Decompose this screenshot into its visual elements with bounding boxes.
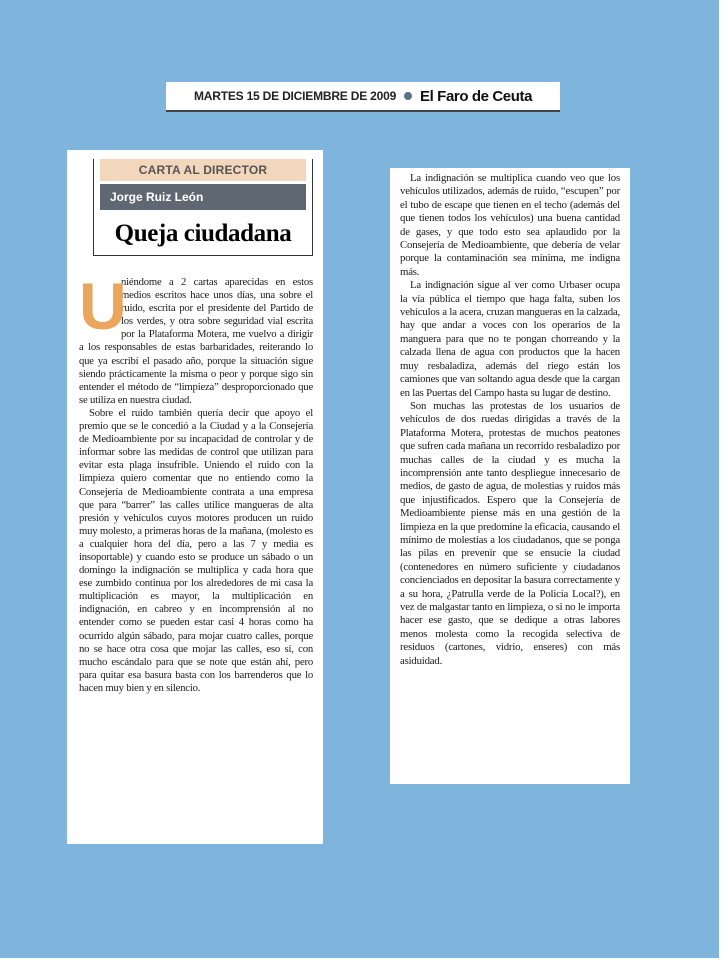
article-column-right — [390, 168, 630, 784]
frame-edge-right — [719, 0, 724, 964]
article-headline: Queja ciudadana — [114, 220, 292, 247]
section-label: CARTA AL DIRECTOR — [100, 159, 306, 181]
dropcap-letter: U — [79, 269, 127, 343]
article-heading-box — [93, 159, 313, 256]
article-body-left — [79, 269, 313, 695]
author-name: Jorge Ruiz León — [100, 184, 306, 210]
article-paragraph: Sobre el ruido también quería decir que apoyo el premio que se le concedió a la Ciudad y a la Consejería de Medioambiente por su incapacidad de controlar y de informar sobre las medidas de control que utilizan para evitar esta plaga insufrible. Uniendo el ruido con la limpieza quiero comentar que no entiendo como la Consejería de Medioambiente contrata a una empresa que para “barrer” las calles utilice mangueras de alta presión y vehículos cuyos motores producen un ruido muy molesto, a primeras horas de la mañana, (molesto es a cualquier hora del día, pero a las 7 y media es insoportable) y cuando esto se produce un sábado o un domingo la indignación se multiplica y cada hora que ese zumbido continua por los alrededores de mi casa la multiplicación es mayor, la multiplicación en indignación, en cabreo y en incomprensión al no entender como se pueden estar casi 4 horas como ha ocurrido algún sábado, para mojar cuatro calles, porque no se hace otra cosa que mojar las calles, eso sí, con mucho escándalo para que se note que están ahí, pero para quitar esa basura basta con los barrenderos que lo hacen muy bien y en silencio. — [79, 406, 313, 694]
article-paragraph: La indignación sigue al ver como Urbaser ocupa la vía pública el tiempo que haga falta, suben los vehículos a la acera, cruzan mangueras en la calzada, hay que andar a voces con los operarios de la manguera para que no te pongan chorreando y la calzada llena de agua con productos que la hacen muy resbaladiza, además del riego están los camiones que van soltando agua desde que la cargan en las Puertas del Campo hasta su lugar de destino. — [400, 279, 620, 399]
frame-edge-bottom — [0, 958, 724, 964]
publication-date: MARTES 15 DE DICIEMBRE DE 2009 — [193, 89, 397, 103]
article-paragraph: Son muchas las protestas de los usuarios de vehículos de dos ruedas dirigidas a través de la Plataforma Motera, protestas de muchos peatones que sufren cada mañana un recorrido resbaladizo por muchas calles de la ciudad y es mucha la incomprensión ante tanto despliegue innecesario de medios, de gasto de agua, de molestias y ruidos más que injustificados. Espero que la Consejería de Medioambiente piense más en una gestión de la limpieza en la que predomine la eficacia, causando el mínimo de molestias a los ciudadanos, que se ponga las pilas en prevenir que se ensucie la ciudad (contenedores en número suficiente y ciudadanos concienciados en depositar la basura correctamente y a su hora, ¿Patrulla verde de la Policía Local?), en vez de malgastar tanto en limpieza, o si no le importa hacer ese gasto, que se dedique a otras labores menos molesta como la recogida selectiva de residuos (cartones, vidrio, enseres) con más asiduidad. — [400, 399, 620, 667]
bullet-dot-icon — [404, 92, 412, 100]
newspaper-name: El Faro de Ceuta — [420, 87, 533, 105]
article-body-right — [400, 172, 620, 668]
newspaper-header — [166, 82, 560, 112]
article-paragraph: La indignación se multiplica cuando veo que los vehículos utilizados, además de ruido, “escupen” por el tubo de escape que tienen en el techo (además del que tienen todos los vehículos) una buena cantidad de gases, y que todo esto sea aplaudido por la Consejería de Medioambiente, que debería de velar porque la contaminación sea mínima, me indigna más. — [400, 172, 620, 278]
article-paragraph: U niéndome a 2 cartas aparecidas en estos medios escritos hace unos días, una sobre el ruido, escrita por el presidente del Partido de los verdes, y otra sobre seguridad vial escrita por la Plataforma Motera, me vuelvo a dirigir a los responsables de estas barbaridades, reiterando lo que ya escribí el pasado año, porque la situación sigue siendo prácticamente la misma o peor y porque sigo sin entender el método de “limpieza” desproporcionado que se utiliza en nuestra ciudad. — [79, 269, 313, 406]
article-column-left — [67, 150, 323, 844]
